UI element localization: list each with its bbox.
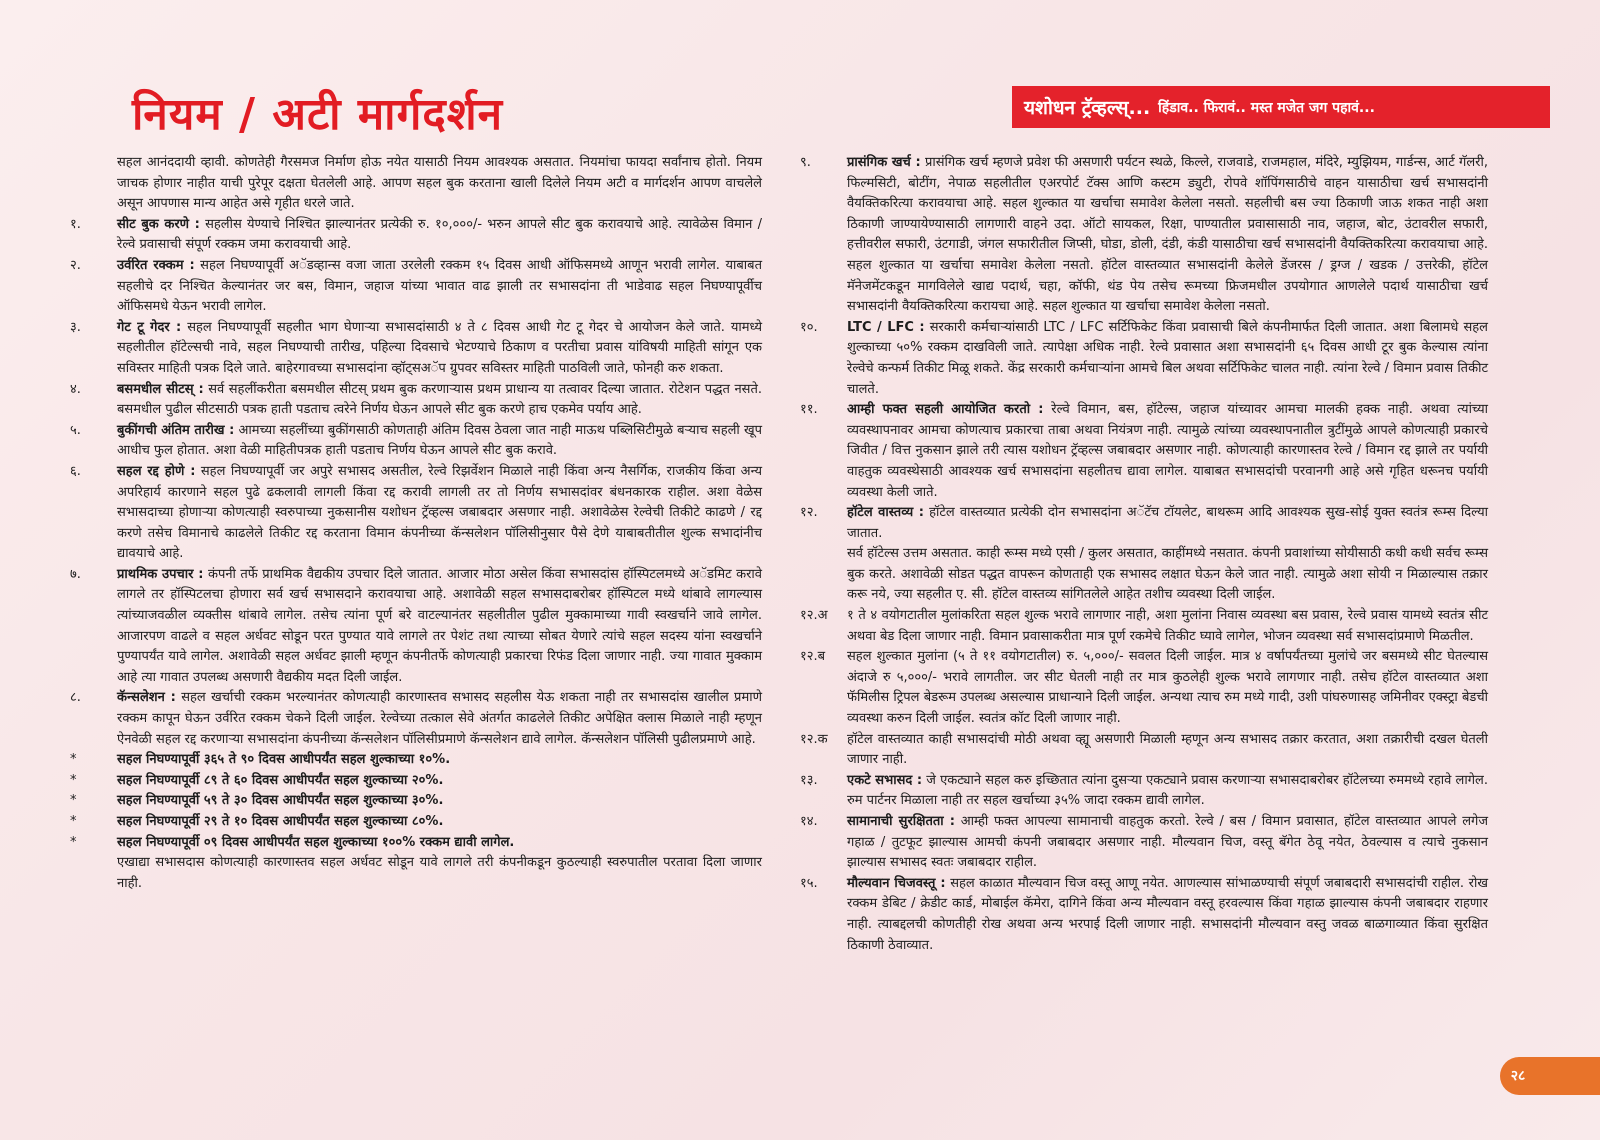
rule-text: प्रासंगिक खर्च म्हणजे प्रवेश फी असणारी पर्यटन स्थळे, किल्ले, राजवाडे, राजमहाल, मंदिरे, म्युझियम, गार्डन्स, आर्ट गॅलरी, फिल्मसिटी, बोटींग, नेपाळ सहलीतील एअरपोर्ट टॅक्स आणि कस्टम ड्युटी, रोपवे शॉपिंगसाठीचे वाहन यासाठीचा खर्च सभासदांनी वैयक्तिकरित्या करावयाचा आहे. सहल शुल्कात या खर्चाचा समावेश केलेला नसतो. सहलीची बस ज्या ठिकाणी जाऊ शकत नाही अशा ठिकाणी जाण्यायेण्यासाठी लागणारी वाहने उदा. ऑटो सायकल, रिक्षा, पाण्यातील प्रवासासाठी नाव, जहाज, बोट, उंटावरील सफारी, हत्तीवरील सफारी, उंटगाडी, जंगल सफारीतील जिप्सी, घोडा, डोली, दंडी, कंडी यासाठीचा खर्च सभासदांनी वैयक्तिकरित्या करावयाचा आहे. सहल शुल्कात या खर्चाचा समावेश केलेला नसतो. हॉटेल वास्तव्यात सभासदांनी केलेले डेंजरस / ड्रग्ज / खडक / उत्तरेकी, हॉटेल मॅनेजमेंटकडून मागविलेले खाद्य पदार्थ, चहा, कॉफी, थंड पेय तसेच रूमच्या फ्रिजमधील उपयोगात आणलेले पदार्थ यासाठीचा खर्च सभासदांनी वैयक्तिकरित्या करायचा आहे. सहल शुल्कात या खर्चाचा समावेश केलेला नसतो. [847, 155, 1488, 315]
cancellation-tier [70, 771, 762, 792]
rule-number: ९. [800, 155, 811, 170]
brand-banner [1012, 86, 1550, 128]
rule-text: सहल काळात मौल्यवान चिज वस्तू आणू नयेत. आणल्यास सांभाळण्याची संपूर्ण जबाबदारी सभासदांची राहील. रोख रक्कम डेबिट / क्रेडीट कार्ड, मोबाईल कॅमेरा, दागिने किंवा अन्य मौल्यवान वस्तू हरवल्यास किंवा गहाळ झाल्यास कंपनी जबाबदार राहणार नाही. त्याबद्दलची कोणतीही रोख अथवा अन्य भरपाई दिली जाणार नाही. सभासदांनी मौल्यवान वस्तु जवळ बाळगाव्यात किंवा सुरक्षित ठिकाणी ठेवाव्यात. [847, 875, 1488, 953]
rule-heading: प्राथमिक उपचार : [117, 566, 204, 582]
rule-text: सहल शुल्कात मुलांना (५ ते ११ वयोगटातील) रु. ५,०००/- सवलत दिली जाईल. मात्र ४ वर्षापर्यंतच्या मुलांचे जर बसमध्ये सीट घेतल्यास अंदाजे रु ५,०००/- भरावे लागतील. जर सीट घेतली नाही तर मात्र कुठलेही शुल्क भरावे लागणार नाही. तसेच हॉटेल वास्तव्यात अशा फॅमिलीस ट्रिपल बेडरूम उपलब्ध असल्यास प्राधान्याने दिली जाईल. अन्यथा त्याच रुम मध्ये गादी, उशी पांघरुणासह जमिनीवर एक्स्ट्रा बेडची व्यवस्था करुन दिली जाईल. स्वतंत्र कॉट दिली जाणार नाही. [847, 649, 1488, 727]
cancellation-tier-text: सहल निघण्यापूर्वी ३६५ ते ९० दिवस आधीपर्यंत सहल शुल्काच्या १०%. [117, 752, 451, 768]
rule-item [800, 771, 1488, 812]
rule-number: १. [70, 216, 81, 232]
rule-heading: उर्वरित रक्कम : [117, 257, 195, 273]
star-bullet-icon: * [70, 834, 77, 850]
brand-tagline: हिंडाव.. फिरावं.. मस्त मजेत जग पहावं... [1158, 99, 1375, 116]
rule-number: १२.ब [800, 649, 826, 665]
rule-text: आमच्या सहलींच्या बुकींगसाठी कोणताही अंतिम दिवस ठेवला जात नाही माऊथ पब्लिसिटीमुळे बऱ्याच सहली खूप आधीच फुल होतात. अशा वेळी माहितीपत्रक हाती पडताच निर्णय घेऊन आपले सीट बुक करावे. [117, 422, 762, 459]
rule-text: हॉटेल वास्तव्यात प्रत्येकी दोन सभासदांना अॅटॅच टॉयलेट, बाथरूम आदि आवश्यक सुख-सोई युक्त स्वतंत्र रूम्स दिल्या जातात. [847, 505, 1488, 541]
cancellation-tier [70, 791, 762, 812]
cancellation-tier-text: सहल निघण्यापूर्वी ५९ ते ३० दिवस आधीपर्यंत सहल शुल्काच्या ३०%. [117, 793, 444, 809]
rule-item [70, 565, 762, 689]
rule-item [70, 462, 762, 565]
rule-number: ११. [800, 402, 818, 418]
rule-number: १२.क [800, 731, 828, 747]
rule-item [800, 812, 1488, 874]
rule-item [70, 256, 762, 318]
cancellation-tier [70, 750, 762, 771]
rule-heading: कॅन्सलेशन : [117, 690, 176, 706]
page-title: नियम / अटी मार्गदर्शन [132, 89, 504, 140]
rule-text: १ ते ४ वयोगटातील मुलांकरिता सहल शुल्क भरावे लागणार नाही, अशा मुलांना निवास व्यवस्था बस प्रवास, रेल्वे प्रवास यामध्ये स्वतंत्र सीट अथवा बेड दिला जाणार नाही. विमान प्रवासाकरीता मात्र पूर्ण रकमेचे तिकीट घ्यावे लागेल, भोजन व्यवस्था सर्व सभासदांप्रमाणे मिळतील. [847, 608, 1488, 644]
cancellation-tier-text: सहल निघण्यापूर्वी ८९ ते ६० दिवस आधीपर्यंत सहल शुल्काच्या २०%. [117, 772, 444, 788]
rule-number: ५. [70, 422, 81, 438]
rule-number: १०. [800, 319, 818, 335]
rule-item [70, 688, 762, 750]
rule-item [800, 874, 1488, 956]
rule-item [800, 503, 1488, 606]
rule-heading: बसमधील सीटस् : [117, 381, 204, 397]
rule-text: सहल निघण्यापूर्वी जर अपुरे सभासद असतील, रेल्वे रिझर्वेशन मिळाले नाही किंवा अन्य नैसर्गिक, राजकीय किंवा अन्य अपरिहार्य कारणाने सहल पुढे ढकलावी लागली किंवा रद्द करावी लागली तर तो निर्णय सभासदांवर बंधनकारक राहील. अशा वेळेस सभासदाच्या होणाऱ्या कोणत्याही स्वरुपाच्या नुकसानीस यशोधन ट्रॅव्हल्स जबाबदार असणार नाही. अशावेळेस रेल्वेची तिकीटे काढणे / रद्द करणे तसेच विमानाचे काढलेले तिकीट रद्द करताना विमान कंपनीच्या कॅन्सलेशन पॉलिसीनुसार पैसे देणे याबाबतीतील शुल्क सभादांनीच द्यावयाचे आहे. [117, 463, 762, 562]
rule-item [800, 647, 1488, 729]
rule-item [800, 606, 1488, 647]
rule-heading: बुकींगची अंतिम तारीख : [117, 422, 235, 438]
rule-text: सहलीस येण्याचे निश्चित झाल्यानंतर प्रत्येकी रु. १०,०००/- भरुन आपले सीट बुक करावयाचे आहे. त्यावेळेस विमान / रेल्वे प्रवासाची संपूर्ण रक्कम जमा करावयाची आहे. [117, 216, 762, 253]
rule-number: ४. [70, 381, 81, 397]
cancellation-tier [70, 833, 762, 854]
rule-item [800, 730, 1488, 771]
rule-heading: आम्ही फक्त सहली आयोजित करतो : [847, 402, 1044, 418]
rule-number: १५. [800, 875, 818, 891]
rule-heading: गेट टू गेदर : [117, 319, 182, 335]
rule-heading: सीट बुक करणे : [117, 216, 200, 232]
rule-number: ८. [70, 690, 81, 706]
rule-number: ७. [70, 566, 81, 582]
rule-heading: सहल रद्द होणे : [117, 463, 196, 479]
rule-item [800, 153, 1488, 318]
rule-text-continued: सर्व हॉटेल्स उत्तम असतात. काही रूम्स मध्ये एसी / कुलर असतात, काहींमध्ये नसतात. कंपनी प्रवाशांच्या सोयीसाठी कधी कधी सर्वच रूम्स बुक करते. अशावेळी सोडत पद्धत वापरून कोणताही एक सभासद लक्षात घेऊन केले जात नाही. त्यामुळे अशा सोयी न मिळाल्यास तक्रार करू नये, ज्या सहलीत ए. सी. हॉटेल वास्तव्य सांगितलेले आहेत तशीच व्यवस्था दिली जाईल. [847, 546, 1488, 603]
rule-heading: प्रासंगिक खर्च : [847, 155, 921, 170]
star-bullet-icon: * [70, 752, 77, 768]
rule-number: ६. [70, 463, 81, 479]
page-number: २८ [1510, 1068, 1526, 1084]
rule-item [70, 380, 762, 421]
rule-item [800, 400, 1488, 503]
rule-heading: LTC / LFC : [847, 319, 925, 335]
rule-heading: हॉटेल वास्तव्य : [847, 505, 924, 521]
star-bullet-icon: * [70, 772, 77, 788]
star-bullet-icon: * [70, 814, 77, 829]
rule-text: हॉटेल वास्तव्यात काही सभासदांची मोठी अथवा व्ह्यू असणारी मिळाली म्हणून अन्य सभासद तक्रार करतात, अशा तक्रारीची दखल घेतली जाणार नाही. [847, 731, 1488, 768]
rule-text: सहल निघण्यापूर्वी अॅडव्हान्स वजा जाता उरलेली रक्कम १५ दिवस आधी ऑफिसमध्ये आणून भरावी लागेल. याबाबत सहलीचे दर निश्चित केल्यानंतर जर बस, विमान, जहाज यांच्या भावात वाढ झाली तर सभासदांना ती भाडेवाढ सहल निघण्यापूर्वीच ऑफिसमधे येऊन भरावी लागेल. [117, 257, 762, 315]
rule-text: रेल्वे विमान, बस, हॉटेल्स, जहाज यांच्यावर आमचा मालकी हक्क नाही. अथवा त्यांच्या व्यवस्थापनावर आमचा कोणत्याच प्रकारचा ताबा अथवा नियंत्रण नाही. त्यामुळे त्यांच्या व्यवस्थापनातील त्रुटींमुळे आपले कोणत्याही प्रकारचे जिवीत / वित्त नुकसान झाले तरी त्यास यशोधन ट्रॅव्हल्स जबाबदार असणार नाही. कोणत्याही कारणास्तव रेल्वे / विमान रद्द झाले तर पर्यायी वाहतुक व्यवस्थेसाठी आवश्यक खर्च सभासदांना सहलीतच द्यावा लागेल. याबाबत सभासदांची परवानगी आहे असे गृहित धरूनच पर्यायी व्यवस्था केली जाते. [847, 402, 1488, 500]
rule-text: सहल निघण्यापूर्वी सहलीत भाग घेणाऱ्या सभासदांसाठी ४ ते ८ दिवस आधी गेट टू गेदर चे आयोजन केले जाते. यामध्ये सहलीतील हॉटेल्सची नावे, सहल निघण्याची तारीख, पहिल्या दिवसाचे भेटण्याचे ठिकाण व परतीचा प्रवास यांविषयी माहिती सांगून एक सविस्तर माहिती पत्रक दिले जाते. बाहेरगावच्या सभासदांना व्हॉट्सअॅप ग्रुपवर सविस्तर माहिती पाठविली जाते, फोनही करु शकता. [117, 319, 762, 376]
rule-number: २. [70, 257, 81, 273]
intro-paragraph: सहल आनंददायी व्हावी. कोणतेही गैरसमज निर्माण होऊ नयेत यासाठी नियम आवश्यक असतात. नियमांचा फायदा सर्वांनाच होतो. नियम जाचक होणार नाहीत याची पुरेपूर दक्षता घेतलेली आहे. आपण सहल बुक करताना खाली दिलेले नियम अटी व मार्गदर्शन आपण वाचलेले असून आपणास मान्य आहेत असे गृहीत धरले जाते. [117, 155, 762, 212]
right-column [800, 153, 1488, 956]
rule-text: आम्ही फक्त आपल्या सामानाची वाहतुक करतो. रेल्वे / बस / विमान प्रवासात, हॉटेल वास्तव्यात आपले लगेज गहाळ / तुटफूट झाल्यास आमची कंपनी जबाबदार असणार नाही. मौल्यवान चिज, वस्तू बॅगेत ठेवू नयेत, ठेवल्यास व त्याचे नुकसान झाल्यास सभासद स्वतः जबाबदार राहील. [847, 814, 1488, 871]
rule-heading: सामानाची सुरक्षितता : [847, 814, 955, 829]
rule-text: सरकारी कर्मचाऱ्यांसाठी LTC / LFC सर्टिफिकेट किंवा प्रवासाची बिले कंपनीमार्फत दिली जातात. अशा बिलामधे सहल शुल्काच्या ५०% रक्कम दाखविली जाते. त्यापेक्षा अधिक नाही. रेल्वे प्रवासात अशा सभासदांनी ६५ दिवस आधी टूर बुक केल्यास त्यांना रेल्वेचे कन्फर्म तिकीट मिळू शकते. केंद्र सरकारी कर्मचाऱ्यांना आमचे बिल अथवा सर्टिफिकेट चालत नाही. त्यांना रेल्वे / विमान प्रवास तिकीट चालते. [847, 319, 1488, 397]
rule-number: १३. [800, 772, 818, 788]
rule-item [70, 421, 762, 462]
rule-item [70, 215, 762, 256]
rule-number: १२. [800, 505, 818, 521]
rule-item [800, 318, 1488, 400]
rule-number: १२.अ [800, 608, 828, 624]
cancellation-tier [70, 812, 762, 833]
brand-name: यशोधन ट्रॅव्हल्स्... [1024, 97, 1151, 119]
closing-paragraph: एखाद्या सभासदास कोणत्याही कारणास्तव सहल अर्धवट सोडून यावे लागले तरी कंपनीकडून कुठल्याही स्वरुपातील परतावा दिला जाणार नाही. [117, 855, 762, 891]
rule-text: जे एकट्याने सहल करु इच्छितात त्यांना दुसऱ्या एकट्याने प्रवास करणाऱ्या सभासदाबरोबर हॉटेलच्या रुममध्ये रहावे लागेल. रुम पार्टनर मिळाला नाही तर सहल खर्चाच्या ३५% जादा रक्कम द्यावी लागेल. [847, 772, 1488, 809]
rule-heading: एकटे सभासद : [847, 772, 923, 788]
cancellation-tier-text: सहल निघण्यापूर्वी ०९ दिवस आधीपर्यंत सहल शुल्काच्या १००% रक्कम द्यावी लागेल. [117, 834, 515, 850]
star-bullet-icon: * [70, 793, 77, 809]
rule-text: कंपनी तर्फे प्राथमिक वैद्यकीय उपचार दिले जातात. आजार मोठा असेल किंवा सभासदांस हॉस्पिटलमध्ये अॅडमिट करावे लागले तर हॉस्पिटलचा होणारा सर्व खर्च सभासदाने करावयाचा आहे. अशावेळी सहल सभासदाबरोबर हॉस्पिटल मध्ये थांबावे लागल्यास त्यांच्याजवळील व्यक्तीस थांबावे लागेल. तसेच त्यांना पूर्ण बरे वाटल्यानंतर सहलीतील पुढील मुक्कामाच्या गावी स्वखर्चाने जावे लागेल. आजारपण वाढले व सहल अर्धवट सोडून परत पुण्यात यावे लागले तर पेशंट तथा त्याच्या सोबत येणारे त्यांचे सहल सदस्य यांना स्वखर्चाने पुण्यापर्यंत यावे लागेल. अशावेळी सहल अर्धवट झाली म्हणून कंपनीतर्फे कोणत्याही प्रकारचा रिफंड दिला जाणार नाही. ज्या गावात मुक्काम आहे त्या गावात उपलब्ध असणारी वैद्यकीय मदत दिली जाईल. [117, 566, 763, 685]
rule-text: सर्व सहलींकरीता बसमधील सीटस् प्रथम बुक करणाऱ्यास प्रथम प्राधान्य या तत्वावर दिल्या जातात. रोटेशन पद्धत नसते. बसमधील पुढील सीटसाठी पत्रक हाती पडताच त्वरेने निर्णय घेऊन आपले सीट बुक करणे हाच एकमेव पर्याय आहे. [117, 381, 762, 418]
rule-number: १४. [800, 814, 818, 829]
left-column [70, 153, 762, 894]
rule-number: ३. [70, 319, 81, 335]
rule-item [70, 318, 762, 380]
rule-heading: मौल्यवान चिजवस्तू : [847, 875, 946, 891]
rule-text: सहल खर्चाची रक्कम भरल्यानंतर कोणत्याही कारणास्तव सभासद सहलीस येऊ शकता नाही तर सभासदांस खालील प्रमाणे रक्कम कापून घेऊन उर्वरित रक्कम चेकने दिली जाईल. रेल्वेच्या तत्काल सेवे अंतर्गत काढलेले तिकीट अपेक्षित क्लास मिळाले नाही म्हणून ऐनवेळी सहल रद्द करणाऱ्या सभासदांना कंपनीच्या कॅन्सलेशन पॉलिसीप्रमाणे कॅन्सलेशन द्यावे लागेल. कॅन्सलेशन पॉलिसी पुढीलप्रमाणे आहे. [117, 690, 762, 747]
cancellation-tier-text: सहल निघण्यापूर्वी २९ ते १० दिवस आधीपर्यंत सहल शुल्काच्या ८०%. [117, 814, 444, 829]
